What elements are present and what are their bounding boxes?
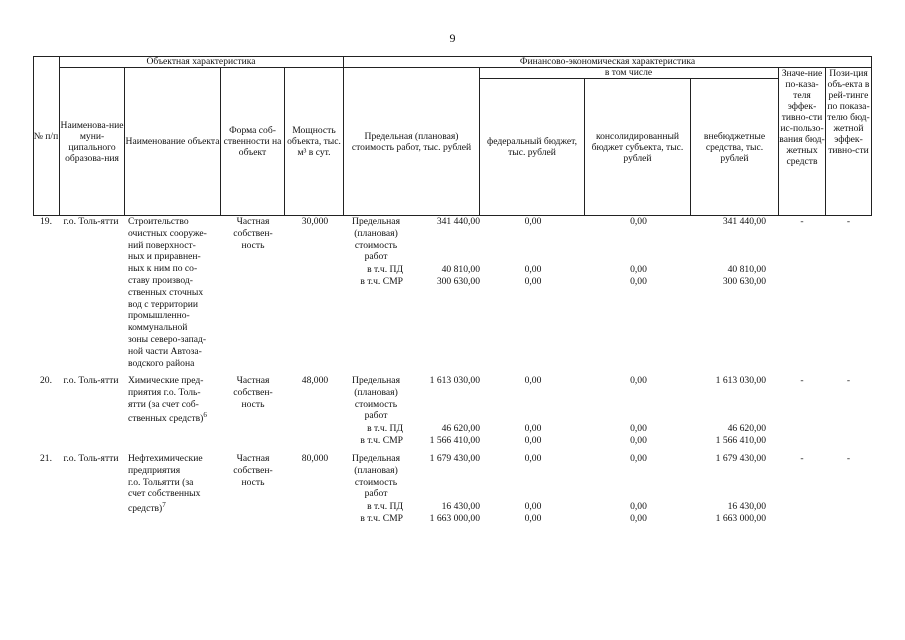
row-capacity: 80,000 bbox=[301, 453, 329, 464]
row-offbudget-value: 40 810,00 bbox=[727, 263, 766, 275]
header-consolidated: консолидированный бюджет субъекта, тыс. рублей bbox=[591, 130, 684, 164]
row-cost-label-line: (плановая) bbox=[354, 464, 398, 476]
row-object-name-line: счет собственных bbox=[128, 488, 201, 500]
header-rating-position: Пози-ция объ-екта в рей-тинге по показа-телю бюд-жетной эффек-тивно-сти bbox=[827, 68, 870, 156]
row-object-name-line: Строительство bbox=[128, 216, 189, 227]
row-cost-pd: 40 810,00 bbox=[441, 263, 480, 275]
row-number: 20. bbox=[40, 375, 52, 386]
row-cost-label-line: (плановая) bbox=[354, 386, 398, 398]
header-ownership: Форма соб-ственности на объект bbox=[223, 125, 282, 158]
row-number: 19. bbox=[40, 216, 52, 227]
row-consolidated-value: 0,00 bbox=[630, 500, 647, 512]
row-cost-smr: 1 663 000,00 bbox=[429, 512, 480, 524]
row-cost-label-line: работ bbox=[364, 488, 388, 500]
row-object-name-line: ний поверхност- bbox=[128, 239, 196, 251]
row-cost-smr: 300 630,00 bbox=[436, 275, 480, 287]
row-cost-label-line: (плановая) bbox=[354, 227, 398, 239]
row-object-name-line: ставу производ- bbox=[128, 275, 193, 286]
row-cost-label-line: Предельная bbox=[352, 216, 400, 227]
row-pd-label: в т.ч. ПД bbox=[367, 500, 403, 512]
row-offbudget-value: 46 620,00 bbox=[727, 422, 766, 434]
footnote-marker: 6 bbox=[203, 411, 207, 420]
header-including: в том числе bbox=[604, 67, 653, 78]
row-efficiency: - bbox=[800, 453, 804, 464]
row-cost-pd: 16 430,00 bbox=[441, 500, 480, 512]
row-consolidated-value: 0,00 bbox=[630, 422, 647, 434]
row-offbudget-value: 1 566 410,00 bbox=[715, 434, 766, 446]
row-federal-value: 0,00 bbox=[524, 512, 542, 524]
row-federal-value: 0,00 bbox=[524, 434, 542, 446]
row-smr-label: в т.ч. СМР bbox=[360, 275, 403, 287]
row-consolidated-value: 0,00 bbox=[630, 216, 647, 227]
row-offbudget-value: 1 663 000,00 bbox=[715, 512, 766, 524]
row-rating: - bbox=[846, 375, 851, 386]
row-federal-value: 0,00 bbox=[524, 216, 542, 227]
row-offbudget-value: 341 440,00 bbox=[722, 216, 766, 227]
row-cost-label-line: работ bbox=[364, 251, 388, 263]
row-pd-label: в т.ч. ПД bbox=[367, 422, 403, 434]
row-object-name-line: промышленно- bbox=[128, 310, 190, 322]
row-consolidated-value: 0,00 bbox=[630, 263, 647, 275]
header-capacity: Мощность объекта, тыс. м³ в сут. bbox=[287, 125, 341, 158]
row-ownership: Частная собствен-ность bbox=[233, 216, 273, 251]
row-consolidated-value: 0,00 bbox=[630, 434, 647, 446]
header-cost-limit: Предельная (плановая) стоимость работ, тыс. рублей bbox=[351, 130, 472, 153]
row-object-name-line: Химические пред- bbox=[128, 375, 204, 386]
row-consolidated-value: 0,00 bbox=[630, 512, 647, 524]
header-efficiency-value: Значе-ние по-каза-теля эффек-тивно-сти ис-пользо-вания бюд-жетных средств bbox=[779, 68, 825, 167]
row-consolidated-value: 0,00 bbox=[630, 275, 647, 287]
row-cost-label-line: Предельная bbox=[352, 453, 400, 464]
header-federal: федеральный бюджет, тыс. рублей bbox=[487, 136, 577, 158]
row-object-name-line: Нефтехимические bbox=[128, 453, 203, 464]
row-federal-value: 0,00 bbox=[524, 500, 542, 512]
row-offbudget-value: 1 613 030,00 bbox=[715, 375, 766, 386]
row-cost-smr: 1 566 410,00 bbox=[429, 434, 480, 446]
header-group-finance: Финансово-экономическая характеристика bbox=[519, 56, 696, 67]
col-border bbox=[871, 56, 872, 216]
row-object-name-line: ной части Автоза- bbox=[128, 345, 202, 357]
row-capacity: 48,000 bbox=[301, 375, 329, 386]
page-number: 9 bbox=[449, 31, 456, 45]
row-object-name-line: ственных сточных bbox=[128, 286, 204, 298]
header-municipality: Наименова-ние муни-ципального образова-ния bbox=[60, 119, 124, 164]
row-offbudget-value: 16 430,00 bbox=[727, 500, 766, 512]
row-smr-label: в т.ч. СМР bbox=[360, 512, 403, 524]
row-object-name-line: ных к ним по со- bbox=[128, 263, 198, 275]
row-consolidated-value: 0,00 bbox=[630, 453, 647, 464]
row-pd-label: в т.ч. ПД bbox=[367, 263, 403, 275]
header-table bbox=[33, 56, 872, 216]
header-num: № п/п bbox=[33, 130, 59, 142]
footnote-marker: 7 bbox=[162, 501, 166, 510]
row-rating: - bbox=[846, 453, 851, 464]
row-cost-total: 1 613 030,00 bbox=[429, 375, 480, 386]
row-number: 21. bbox=[40, 453, 52, 464]
row-cost-total: 341 440,00 bbox=[436, 216, 480, 227]
row-municipality: г.о. Толь-ятти bbox=[63, 453, 119, 464]
row-object-name-line: водского района bbox=[128, 357, 195, 369]
row-cost-label-line: Предельная bbox=[352, 375, 400, 386]
row-offbudget-value: 1 679 430,00 bbox=[715, 453, 766, 464]
row-rating: - bbox=[846, 216, 851, 227]
row-municipality: г.о. Толь-ятти bbox=[63, 216, 119, 227]
row-offbudget-value: 300 630,00 bbox=[722, 275, 766, 287]
row-cost-label-line: стоимость bbox=[354, 476, 398, 488]
row-consolidated-value: 0,00 bbox=[630, 375, 647, 386]
header-offbudget: внебюджетные средства, тыс. рублей bbox=[703, 130, 766, 164]
row-cost-label-line: стоимость bbox=[354, 398, 398, 410]
row-cost-label-line: работ bbox=[364, 410, 388, 422]
row-object-name-line: ятти (за счет соб- bbox=[128, 398, 199, 410]
row-object-name-line: зоны северо-запад- bbox=[128, 334, 207, 345]
row-efficiency: - bbox=[800, 216, 804, 227]
row-object-name-line: ных и приравнен- bbox=[128, 251, 201, 263]
row-efficiency: - bbox=[800, 375, 804, 386]
row-cost-pd: 46 620,00 bbox=[441, 422, 480, 434]
row-object-name-line: приятия г.о. Толь- bbox=[128, 386, 201, 398]
row-ownership: Частная собствен-ность bbox=[233, 453, 273, 488]
row-object-name-line: г.о. Тольятти (за bbox=[128, 476, 194, 488]
row-federal-value: 0,00 bbox=[524, 453, 542, 464]
row-federal-value: 0,00 bbox=[524, 422, 542, 434]
header-group-object: Объектная характеристика bbox=[146, 56, 256, 67]
row-object-name-line: очистных сооруже- bbox=[128, 227, 207, 239]
row-object-name-line: предприятия bbox=[128, 464, 181, 476]
row-object-name-line: ственных средств)$^6$ bbox=[128, 411, 207, 425]
row-object-name-line: коммунальной bbox=[128, 322, 188, 334]
header-object-name: Наименование объекта bbox=[125, 136, 220, 147]
row-federal-value: 0,00 bbox=[524, 375, 542, 386]
row-cost-label-line: стоимость bbox=[354, 239, 398, 251]
row-municipality: г.о. Толь-ятти bbox=[63, 375, 119, 386]
row-federal-value: 0,00 bbox=[524, 263, 542, 275]
row-capacity: 30,000 bbox=[301, 216, 329, 227]
row-object-name-line: вод с территории bbox=[128, 298, 199, 310]
row-object-name-line: средств)$^7$ bbox=[128, 501, 166, 515]
row-ownership: Частная собствен-ность bbox=[233, 375, 273, 410]
row-federal-value: 0,00 bbox=[524, 275, 542, 287]
row-cost-total: 1 679 430,00 bbox=[429, 453, 480, 464]
row-smr-label: в т.ч. СМР bbox=[360, 434, 403, 446]
